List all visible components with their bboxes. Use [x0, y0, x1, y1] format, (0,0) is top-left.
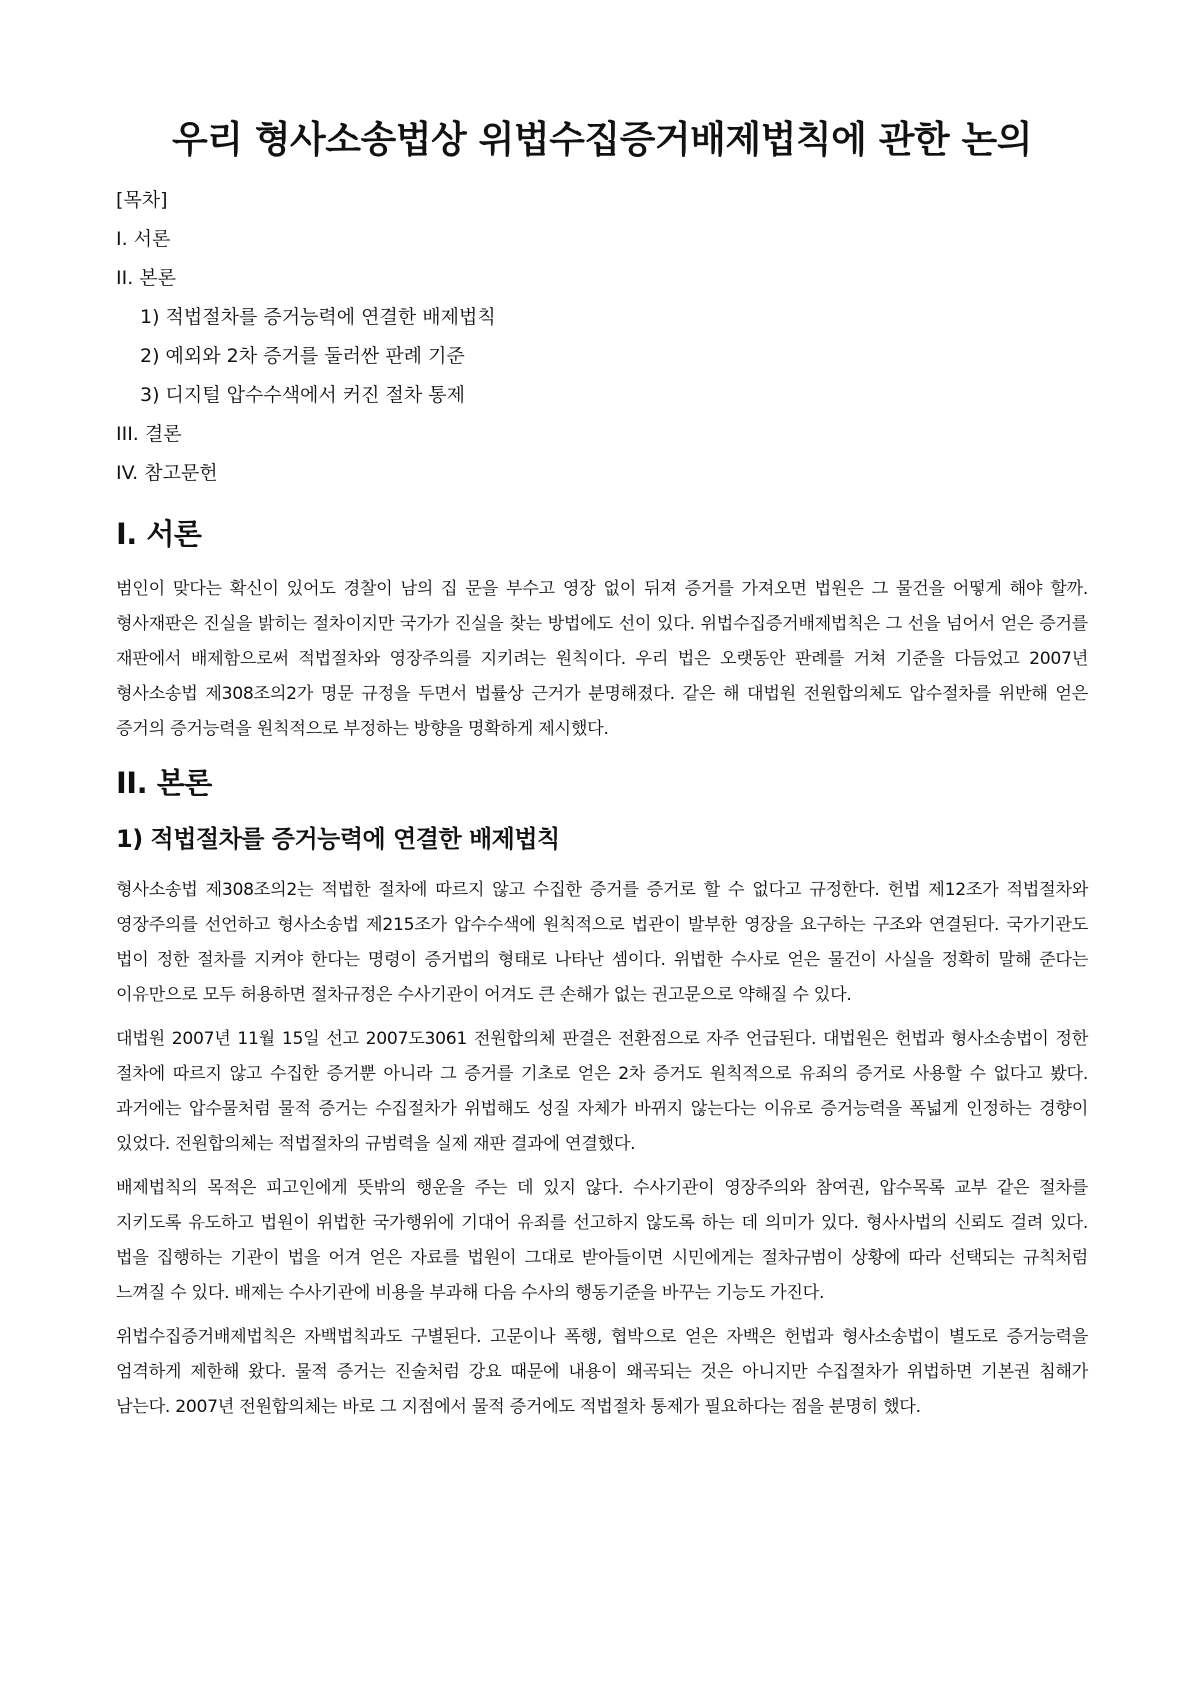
toc-heading: [목차]	[116, 189, 168, 212]
toc-item: II. 본론	[116, 267, 176, 290]
toc-item: 2) 예외와 2차 증거를 둘러싼 판례 기준	[140, 345, 465, 368]
section-heading-body: II. 본론	[116, 766, 212, 801]
section-heading-intro: I. 서론	[116, 517, 202, 552]
toc-item: 3) 디지털 압수수색에서 커진 절차 통제	[140, 384, 466, 407]
toc-item: 1) 적법절차를 증거능력에 연결한 배제법칙	[140, 306, 496, 329]
body-paragraph: 배제법칙의 목적은 피고인에게 뜻밖의 행운을 주는 데 있지 않다. 수사기관이 영장주의와 참여권, 압수목록 교부 같은 절차를 지키도록 유도하고 법원이 위법한 국가행위에 기대어 유죄를 선고하지 않도록 하는 데 의미가 있다. 형사사법의 신뢰도 걸려 있다. 법을 집행하는 기관이 법을 어겨 얻은 자료를 법원이 그대로 받아들이면 시민에게는 절차규범이 상황에 따라 선택되는 규칙처럼 느껴질 수 있다. 배제는 수사기관에 비용을 부과해 다음 수사의 행동기준을 바꾸는 기능도 가진다.	[116, 1178, 1088, 1304]
body-paragraph: 형사소송법 제308조의2는 적법한 절차에 따르지 않고 수집한 증거를 증거로 할 수 없다고 규정한다. 헌법 제12조가 적법절차와 영장주의를 선언하고 형사소송법 제215조가 압수수색에 원칙적으로 법관이 발부한 영장을 요구하는 구조와 연결된다. 국가기관도 법이 정한 절차를 지켜야 한다는 명령이 증거법의 형태로 나타난 셈이다. 위법한 수사로 얻은 물건이 사실을 정확히 말해 준다는 이유만으로 모두 허용하면 절차규정은 수사기관이 어겨도 큰 손해가 없는 권고문으로 약해질 수 있다.	[116, 880, 1088, 1006]
body-paragraph: 범인이 맞다는 확신이 있어도 경찰이 남의 집 문을 부수고 영장 없이 뒤져 증거를 가져오면 법원은 그 물건을 어떻게 해야 할까. 형사재판은 진실을 밝히는 절차이지만 국가가 진실을 찾는 방법에도 선이 있다. 위법수집증거배제법칙은 그 선을 넘어서 얻은 증거를 재판에서 배제함으로써 적법절차와 영장주의를 지키려는 원칙이다. 우리 법은 오랫동안 판례를 거쳐 기준을 다듬었고 2007년 형사소송법 제308조의2가 명문 규정을 두면서 법률상 근거가 분명해졌다. 같은 해 대법원 전원합의체도 압수절차를 위반해 얻은 증거의 증거능력을 원칙적으로 부정하는 방향을 명확하게 제시했다.	[116, 579, 1088, 740]
toc-item: III. 결론	[116, 423, 182, 446]
body-paragraph: 위법수집증거배제법칙은 자백법칙과도 구별된다. 고문이나 폭행, 협박으로 얻은 자백은 헌법과 형사소송법이 별도로 증거능력을 엄격하게 제한해 왔다. 물적 증거는 진술처럼 강요 때문에 내용이 왜곡되는 것은 아니지만 수집절차가 위법하면 기본권 침해가 남는다. 2007년 전원합의체는 바로 그 지점에서 물적 증거에도 적법절차 통제가 필요하다는 점을 분명히 했다.	[116, 1327, 1088, 1418]
table-of-contents	[116, 227, 1088, 486]
toc-item: I. 서론	[116, 228, 171, 251]
toc-item: IV. 참고문헌	[116, 462, 218, 485]
body-paragraph: 대법원 2007년 11월 15일 선고 2007도3061 전원합의체 판결은 전환점으로 자주 언급된다. 대법원은 헌법과 형사소송법이 정한 절차에 따르지 않고 수집한 증거뿐 아니라 그 증거를 기초로 얻은 2차 증거도 원칙적으로 유죄의 증거로 사용할 수 없다고 봤다. 과거에는 압수물처럼 물적 증거는 수집절차가 위법해도 성질 자체가 바뀌지 않는다는 이유로 증거능력을 폭넓게 인정하는 경향이 있었다. 전원합의체는 적법절차의 규범력을 실제 재판 결과에 연결했다.	[116, 1029, 1088, 1155]
document-title: 우리 형사소송법상 위법수집증거배제법칙에 관한 논의	[171, 118, 1033, 161]
subsection-heading-1: 1) 적법절차를 증거능력에 연결한 배제법칙	[116, 825, 560, 854]
